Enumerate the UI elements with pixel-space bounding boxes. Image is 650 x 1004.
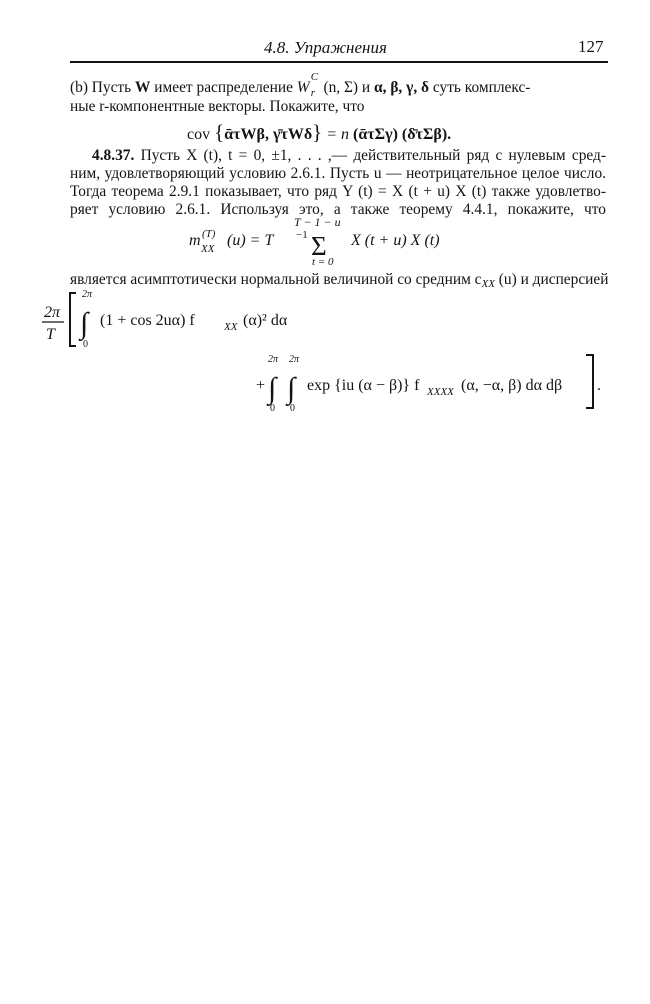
wishart-args: (n, Σ) <box>323 79 359 96</box>
integrand-2-tail: (α, −α, β) dα dβ <box>461 377 563 394</box>
int3-lower: 0 <box>290 403 295 414</box>
sum-upper: T − 1 − u <box>294 215 341 229</box>
greek-vectors: α, β, γ, δ <box>374 79 430 96</box>
alpha-w-beta: τWβ, <box>233 126 269 143</box>
int2-upper: 2π <box>268 354 279 365</box>
int1-sign: ∫ <box>80 307 89 340</box>
brace-close: } <box>312 120 323 144</box>
int2-lower: 0 <box>270 403 275 414</box>
integrand-2-sub: XXXX <box>427 386 454 398</box>
exercise-number: 4.8.37. <box>92 147 135 164</box>
m-arg: (u) = T <box>227 232 274 249</box>
m-symbol: m <box>189 232 201 249</box>
int3-upper: 2π <box>289 354 300 365</box>
wishart-sup: C <box>310 71 319 83</box>
integrand-1-tail: (α)² dα <box>243 312 288 329</box>
int1-lower: 0 <box>83 339 88 350</box>
text-lead: (b) Пусть <box>70 79 132 96</box>
section-title: 4.8. Упражнения <box>264 38 387 57</box>
mean-sub: XX <box>481 278 495 290</box>
t-exponent: −1 <box>296 229 308 241</box>
text-and: и <box>361 79 371 96</box>
exercise-b-line-2: ные r-компонентные векторы. Покажите, что <box>70 98 365 115</box>
conclusion-text: является асимптотически нормальной величиной со средним c <box>70 271 482 288</box>
sum-lower: t = 0 <box>312 256 334 268</box>
exercise-4837-line-4: ряет условию 2.6.1. Используя это, а также теорему 4.4.1, покажите, что <box>70 201 606 218</box>
equals-n: = n <box>326 126 350 143</box>
summand: X (t + u) X (t) <box>351 232 440 249</box>
int2-sign: ∫ <box>268 372 277 405</box>
exercise-text-1: Пусть X (t), t = 0, ±1, . . . ,— действительный ряд с нулевым сред- <box>140 147 606 164</box>
gamma-w-delta: τWδ <box>280 126 313 143</box>
cov-label: cov <box>187 126 211 143</box>
wishart-sub: r <box>310 87 316 99</box>
rhs-term-2: (δ̄τΣβ). <box>401 126 452 143</box>
sum-sign: Σ <box>311 231 327 261</box>
int1-upper: 2π <box>82 289 93 300</box>
wishart-letter: W <box>296 79 310 96</box>
bracket-left <box>70 293 76 346</box>
integrand-2: exp {iu (α − β)} f <box>307 377 420 394</box>
rhs-term-1: (ᾱτΣγ) <box>353 126 398 143</box>
conclusion-tail: (u) и дисперсией <box>498 271 609 288</box>
matrix-w: W <box>135 79 151 96</box>
exercise-4837-line-2: ним, удовлетворяющий условию 2.6.1. Пусть u — неотрицательное целое число. <box>70 165 606 182</box>
frac-num: 2π <box>44 304 61 321</box>
int3-sign: ∫ <box>287 372 296 405</box>
plus-sign: + <box>256 377 266 394</box>
exercise-4837-line-3: Тогда теорема 2.9.1 показывает, что ряд Y (t) = X (t + u) X (t) также удовлетво- <box>70 183 606 200</box>
variance-svg <box>0 0 650 420</box>
alpha-bar: ᾱ <box>224 126 234 143</box>
brace-open: { <box>214 120 225 144</box>
m-sup: (T) <box>202 228 216 240</box>
m-sub: XX <box>201 243 215 255</box>
integrand-1-sub: XX <box>224 321 238 333</box>
text-distribution: имеет распределение <box>154 79 293 96</box>
final-period: . <box>597 377 601 394</box>
bracket-right <box>586 355 593 408</box>
page-number: 127 <box>578 37 604 56</box>
gamma-bar: γ̄ <box>272 126 281 143</box>
frac-den: T <box>46 326 55 343</box>
text-tail: суть комплекс- <box>432 79 531 96</box>
integrand-1: (1 + cos 2uα) f <box>100 312 195 329</box>
